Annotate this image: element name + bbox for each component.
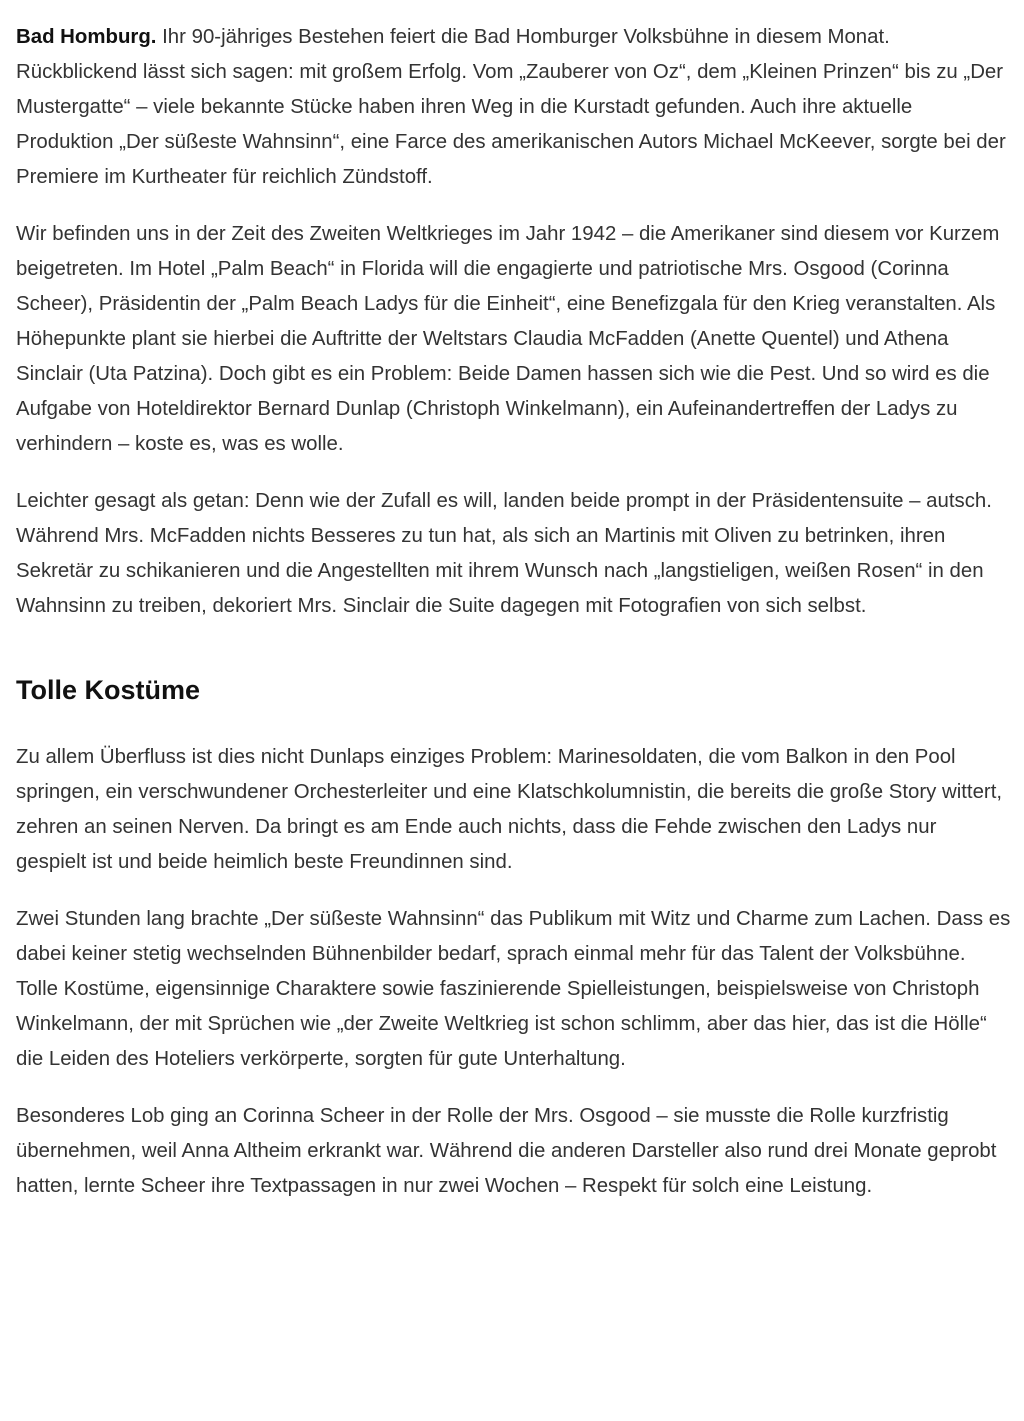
article-paragraph-5: Zwei Stunden lang brachte „Der süßeste Wahnsinn“ das Publikum mit Witz und Charme zum Lachen. Dass es dabei keiner stetig wechselnden Bühnenbilder bedarf, sprach einmal mehr für das Talent der Volksbühne. Tolle Kostüme, eigensinnige Charaktere sowie faszinierende Spielleistungen, beispielsweise von Christoph Winkelmann, der mit Sprüchen wie „der Zweite Weltkrieg ist schon schlimm, aber das hier, das ist die Hölle“ die Leiden des Hoteliers verkörperte, sorgten für gute Unterhaltung. [16,908,1011,1070]
paragraph-1-text: Ihr 90-jähriges Bestehen feiert die Bad Homburger Volksbühne in diesem Monat. Rückblickend lässt sich sagen: mit großem Erfolg. Vom „Zauberer von Oz“, dem „Kleinen Prinzen“ bis zu „Der Mustergatte“ – viele bekannte Stücke haben ihren Weg in die Kurstadt gefunden. Auch ihre aktuelle Produktion „Der süßeste Wahnsinn“, eine Farce des amerikanischen Autors Michael McKeever, sorgte bei der Premiere im Kurtheater für reichlich Zündstoff. [16,26,1006,188]
article-paragraph-1 [16,20,1012,195]
section-heading: Tolle Kostüme [16,675,201,705]
article-paragraph-6: Besonderes Lob ging an Corinna Scheer in der Rolle der Mrs. Osgood – sie musste die Rolle kurzfristig übernehmen, weil Anna Altheim erkrankt war. Während die anderen Darsteller also rund drei Monate geprobt hatten, lernte Scheer ihre Textpassagen in nur zwei Wochen – Respekt für solch eine Leistung. [16,1105,997,1197]
article-paragraph-4: Zu allem Überfluss ist dies nicht Dunlaps einziges Problem: Marinesoldaten, die vom Balkon in den Pool springen, ein verschwundener Orchesterleiter und eine Klatschkolumnistin, die bereits die große Story wittert, zehren an seinen Nerven. Da bringt es am Ende auch nichts, dass die Fehde zwischen den Ladys nur gespielt ist und beide heimlich beste Freundinnen sind. [16,746,1003,873]
article-paragraph-3: Leichter gesagt als getan: Denn wie der Zufall es will, landen beide prompt in der Präsidentensuite – autsch. Während Mrs. McFadden nichts Besseres zu tun hat, als sich an Martinis mit Oliven zu betrinken, ihren Sekretär zu schikanieren und die Angestellten mit ihrem Wunsch nach „langstieligen, weißen Rosen“ in den Wahnsinn zu treiben, dekoriert Mrs. Sinclair die Suite dagegen mit Fotografien von sich selbst. [16,490,992,617]
article-paragraph-2: Wir befinden uns in der Zeit des Zweiten Weltkrieges im Jahr 1942 – die Amerikaner sind diesem vor Kurzem beigetreten. Im Hotel „Palm Beach“ in Florida will die engagierte und patriotische Mrs. Osgood (Corinna Scheer), Präsidentin der „Palm Beach Ladys für die Einheit“, eine Benefizgala für den Krieg veranstalten. Als Höhepunkte plant sie hierbei die Auftritte der Weltstars Claudia McFadden (Anette Quentel) und Athena Sinclair (Uta Patzina). Doch gibt es ein Problem: Beide Damen hassen sich wie die Pest. Und so wird es die Aufgabe von Hoteldirektor Bernard Dunlap (Christoph Winkelmann), ein Aufeinandertreffen der Ladys zu verhindern – koste es, was es wolle. [16,223,1000,455]
article-body [16,20,1012,1226]
lead-city: Bad Homburg. [16,26,157,48]
